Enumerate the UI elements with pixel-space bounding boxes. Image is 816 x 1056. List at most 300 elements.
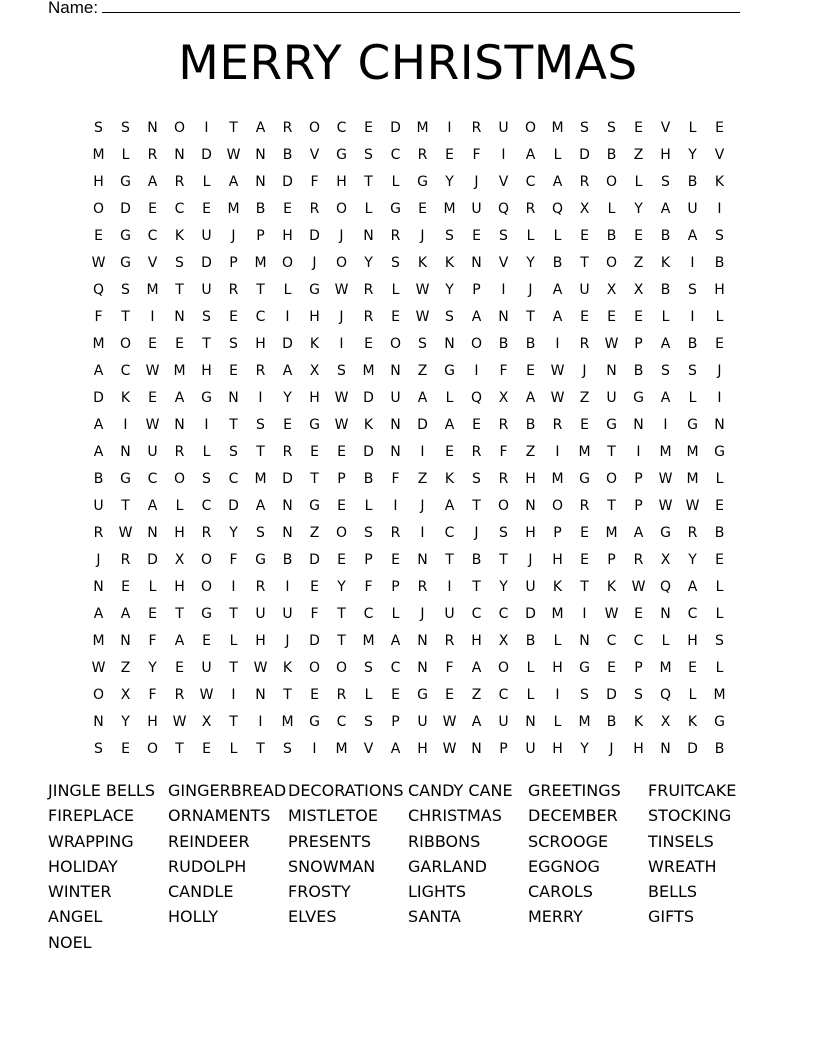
grid-letter[interactable]: D [201, 146, 212, 163]
grid-letter[interactable]: G [579, 659, 590, 676]
grid-letter[interactable]: G [660, 524, 671, 541]
grid-letter[interactable]: T [229, 659, 238, 676]
grid-letter[interactable]: N [120, 632, 131, 649]
grid-letter[interactable]: A [660, 200, 671, 217]
grid-letter[interactable]: Y [445, 173, 454, 190]
grid-letter[interactable]: W [658, 470, 673, 487]
grid-letter[interactable]: X [633, 281, 644, 298]
grid-letter[interactable]: I [636, 443, 641, 460]
grid-letter[interactable]: N [93, 578, 104, 595]
grid-letter[interactable]: W [415, 308, 430, 325]
grid-letter[interactable]: I [690, 254, 695, 271]
grid-letter[interactable]: D [579, 146, 590, 163]
grid-letter[interactable]: U [417, 713, 428, 730]
grid-letter[interactable]: S [364, 713, 373, 730]
grid-letter[interactable]: M [416, 119, 429, 136]
grid-letter[interactable]: K [687, 713, 698, 730]
grid-letter[interactable]: I [501, 146, 506, 163]
grid-letter[interactable]: E [94, 227, 103, 244]
grid-letter[interactable]: Z [579, 389, 590, 406]
grid-letter[interactable]: J [420, 605, 425, 622]
grid-letter[interactable]: N [417, 659, 428, 676]
grid-letter[interactable]: B [363, 470, 374, 487]
grid-letter[interactable]: E [202, 740, 211, 757]
grid-letter[interactable]: H [552, 551, 563, 568]
grid-letter[interactable]: L [661, 308, 670, 325]
grid-letter[interactable]: K [444, 254, 455, 271]
grid-letter[interactable]: T [580, 254, 589, 271]
grid-letter[interactable]: M [551, 605, 564, 622]
grid-letter[interactable]: I [663, 416, 668, 433]
grid-letter[interactable]: M [578, 713, 591, 730]
grid-letter[interactable]: A [687, 227, 698, 244]
grid-letter[interactable]: N [174, 308, 185, 325]
grid-letter[interactable]: U [579, 281, 590, 298]
grid-letter[interactable]: B [714, 254, 725, 271]
grid-letter[interactable]: I [555, 443, 560, 460]
grid-letter[interactable]: F [499, 362, 508, 379]
grid-letter[interactable]: R [579, 335, 590, 352]
grid-letter[interactable]: B [93, 470, 104, 487]
grid-letter[interactable]: A [147, 497, 158, 514]
grid-letter[interactable]: E [634, 605, 643, 622]
grid-letter[interactable]: D [525, 605, 536, 622]
grid-letter[interactable]: J [420, 227, 425, 244]
grid-letter[interactable]: P [337, 470, 346, 487]
grid-letter[interactable]: N [228, 389, 239, 406]
grid-letter[interactable]: E [472, 227, 481, 244]
grid-letter[interactable]: T [283, 686, 292, 703]
grid-letter[interactable]: I [582, 605, 587, 622]
grid-letter[interactable]: H [552, 659, 563, 676]
grid-letter[interactable]: H [417, 740, 428, 757]
grid-letter[interactable]: W [91, 254, 106, 271]
grid-letter[interactable]: L [148, 578, 157, 595]
grid-letter[interactable]: E [634, 227, 643, 244]
grid-letter[interactable]: O [524, 119, 537, 136]
grid-letter[interactable]: S [391, 254, 400, 271]
grid-letter[interactable]: S [445, 308, 454, 325]
grid-letter[interactable]: Z [120, 659, 131, 676]
grid-letter[interactable]: L [391, 281, 400, 298]
grid-letter[interactable]: S [229, 443, 238, 460]
grid-letter[interactable]: B [606, 227, 617, 244]
grid-letter[interactable]: W [334, 416, 349, 433]
grid-letter[interactable]: E [607, 308, 616, 325]
grid-letter[interactable]: Z [417, 470, 428, 487]
grid-letter[interactable]: I [204, 119, 209, 136]
grid-letter[interactable]: R [390, 524, 401, 541]
grid-letter[interactable]: L [688, 389, 697, 406]
grid-letter[interactable]: M [686, 443, 699, 460]
grid-letter[interactable]: N [417, 632, 428, 649]
grid-letter[interactable]: A [147, 173, 158, 190]
grid-letter[interactable]: R [390, 227, 401, 244]
grid-letter[interactable]: E [148, 605, 157, 622]
grid-letter[interactable]: A [255, 119, 266, 136]
grid-letter[interactable]: B [282, 551, 293, 568]
grid-letter[interactable]: T [580, 578, 589, 595]
grid-letter[interactable]: D [417, 416, 428, 433]
grid-letter[interactable]: Z [309, 524, 320, 541]
grid-letter[interactable]: P [499, 740, 508, 757]
grid-letter[interactable]: P [634, 497, 643, 514]
grid-letter[interactable]: A [660, 389, 671, 406]
grid-letter[interactable]: C [498, 605, 509, 622]
grid-letter[interactable]: I [285, 308, 290, 325]
grid-letter[interactable]: V [498, 254, 509, 271]
grid-letter[interactable]: U [201, 227, 212, 244]
grid-letter[interactable]: N [120, 443, 131, 460]
grid-letter[interactable]: E [580, 227, 589, 244]
grid-letter[interactable]: U [255, 605, 266, 622]
grid-letter[interactable]: Q [551, 200, 564, 217]
grid-letter[interactable]: I [258, 713, 263, 730]
grid-letter[interactable]: M [713, 686, 726, 703]
grid-letter[interactable]: O [308, 119, 321, 136]
grid-letter[interactable]: D [606, 686, 617, 703]
grid-letter[interactable]: U [390, 389, 401, 406]
grid-letter[interactable]: A [174, 389, 185, 406]
grid-letter[interactable]: S [715, 632, 724, 649]
grid-letter[interactable]: B [525, 335, 536, 352]
grid-letter[interactable]: A [687, 578, 698, 595]
grid-letter[interactable]: I [204, 416, 209, 433]
grid-letter[interactable]: T [121, 497, 130, 514]
grid-letter[interactable]: S [175, 254, 184, 271]
grid-letter[interactable]: E [337, 497, 346, 514]
grid-letter[interactable]: G [201, 389, 212, 406]
grid-letter[interactable]: P [229, 254, 238, 271]
grid-letter[interactable]: E [715, 551, 724, 568]
grid-letter[interactable]: G [714, 443, 725, 460]
grid-letter[interactable]: R [255, 362, 266, 379]
grid-letter[interactable]: Q [659, 578, 672, 595]
grid-letter[interactable]: O [605, 173, 618, 190]
grid-letter[interactable]: R [120, 551, 131, 568]
grid-letter[interactable]: G [309, 497, 320, 514]
grid-letter[interactable]: T [526, 308, 535, 325]
grid-letter[interactable]: V [714, 146, 725, 163]
grid-letter[interactable]: C [228, 470, 239, 487]
grid-letter[interactable]: O [146, 740, 159, 757]
grid-letter[interactable]: P [256, 227, 265, 244]
grid-letter[interactable]: J [312, 254, 317, 271]
grid-letter[interactable]: A [417, 389, 428, 406]
grid-letter[interactable]: N [714, 416, 725, 433]
grid-letter[interactable]: W [631, 578, 646, 595]
grid-letter[interactable]: R [579, 497, 590, 514]
grid-letter[interactable]: W [118, 524, 133, 541]
grid-letter[interactable]: S [283, 740, 292, 757]
grid-letter[interactable]: W [199, 686, 214, 703]
grid-letter[interactable]: G [120, 227, 131, 244]
grid-letter[interactable]: E [634, 308, 643, 325]
grid-letter[interactable]: W [91, 659, 106, 676]
grid-letter[interactable]: S [337, 362, 346, 379]
grid-letter[interactable]: C [390, 659, 401, 676]
grid-letter[interactable]: E [445, 443, 454, 460]
grid-letter[interactable]: E [229, 308, 238, 325]
grid-letter[interactable]: R [174, 686, 185, 703]
grid-letter[interactable]: H [147, 713, 158, 730]
grid-letter[interactable]: O [335, 254, 348, 271]
grid-letter[interactable]: B [471, 551, 482, 568]
grid-letter[interactable]: L [688, 686, 697, 703]
grid-letter[interactable]: W [550, 389, 565, 406]
grid-letter[interactable]: C [525, 173, 536, 190]
grid-letter[interactable]: M [659, 443, 672, 460]
grid-letter[interactable]: R [552, 416, 563, 433]
grid-letter[interactable]: T [337, 605, 346, 622]
grid-letter[interactable]: L [661, 632, 670, 649]
grid-letter[interactable]: N [444, 335, 455, 352]
grid-letter[interactable]: H [309, 389, 320, 406]
grid-letter[interactable]: W [253, 659, 268, 676]
grid-letter[interactable]: G [417, 173, 428, 190]
grid-letter[interactable]: E [391, 551, 400, 568]
grid-letter[interactable]: C [444, 524, 455, 541]
grid-letter[interactable]: R [498, 470, 509, 487]
grid-letter[interactable]: C [147, 227, 158, 244]
grid-letter[interactable]: M [92, 146, 105, 163]
grid-letter[interactable]: Y [580, 740, 589, 757]
grid-letter[interactable]: S [121, 119, 130, 136]
grid-letter[interactable]: R [309, 200, 320, 217]
grid-letter[interactable]: E [283, 416, 292, 433]
grid-letter[interactable]: U [282, 605, 293, 622]
grid-letter[interactable]: E [715, 119, 724, 136]
grid-letter[interactable]: K [660, 254, 671, 271]
grid-letter[interactable]: A [93, 605, 104, 622]
grid-letter[interactable]: U [201, 281, 212, 298]
grid-letter[interactable]: X [120, 686, 131, 703]
grid-letter[interactable]: G [390, 200, 401, 217]
grid-letter[interactable]: J [474, 524, 479, 541]
grid-letter[interactable]: E [580, 524, 589, 541]
grid-letter[interactable]: O [92, 200, 105, 217]
grid-letter[interactable]: E [472, 416, 481, 433]
grid-letter[interactable]: S [445, 227, 454, 244]
grid-letter[interactable]: N [390, 443, 401, 460]
grid-letter[interactable]: I [555, 335, 560, 352]
grid-letter[interactable]: F [364, 578, 373, 595]
grid-letter[interactable]: J [717, 362, 722, 379]
grid-letter[interactable]: R [201, 524, 212, 541]
grid-letter[interactable]: I [717, 389, 722, 406]
grid-letter[interactable]: S [229, 335, 238, 352]
grid-letter[interactable]: T [229, 605, 238, 622]
grid-letter[interactable]: M [605, 524, 618, 541]
grid-letter[interactable]: J [339, 227, 344, 244]
grid-letter[interactable]: L [553, 713, 562, 730]
grid-letter[interactable]: W [145, 416, 160, 433]
grid-letter[interactable]: F [310, 173, 319, 190]
grid-letter[interactable]: T [202, 335, 211, 352]
grid-letter[interactable]: J [96, 551, 101, 568]
grid-letter[interactable]: A [525, 389, 536, 406]
grid-letter[interactable]: X [579, 200, 590, 217]
grid-letter[interactable]: E [364, 335, 373, 352]
grid-letter[interactable]: V [363, 740, 374, 757]
grid-letter[interactable]: R [228, 281, 239, 298]
grid-letter[interactable]: I [393, 497, 398, 514]
grid-letter[interactable]: C [336, 119, 347, 136]
grid-letter[interactable]: R [93, 524, 104, 541]
grid-letter[interactable]: J [231, 227, 236, 244]
grid-letter[interactable]: F [445, 659, 454, 676]
grid-letter[interactable]: S [364, 524, 373, 541]
grid-letter[interactable]: S [202, 470, 211, 487]
grid-letter[interactable]: F [229, 551, 238, 568]
grid-letter[interactable]: H [309, 308, 320, 325]
grid-letter[interactable]: G [120, 254, 131, 271]
grid-letter[interactable]: I [690, 308, 695, 325]
grid-letter[interactable]: E [391, 308, 400, 325]
grid-letter[interactable]: E [310, 443, 319, 460]
grid-letter[interactable]: Z [471, 686, 482, 703]
grid-letter[interactable]: W [604, 605, 619, 622]
grid-letter[interactable]: U [687, 200, 698, 217]
grid-letter[interactable]: S [202, 308, 211, 325]
grid-letter[interactable]: G [309, 713, 320, 730]
grid-letter[interactable]: G [714, 713, 725, 730]
grid-letter[interactable]: B [714, 740, 725, 757]
grid-letter[interactable]: I [447, 578, 452, 595]
grid-letter[interactable]: O [92, 686, 105, 703]
grid-letter[interactable]: H [633, 740, 644, 757]
grid-letter[interactable]: Z [525, 443, 536, 460]
grid-letter[interactable]: X [309, 362, 320, 379]
grid-letter[interactable]: J [339, 308, 344, 325]
grid-letter[interactable]: N [174, 146, 185, 163]
grid-letter[interactable]: E [175, 335, 184, 352]
grid-letter[interactable]: M [686, 470, 699, 487]
grid-letter[interactable]: E [364, 119, 373, 136]
grid-letter[interactable]: U [525, 578, 536, 595]
grid-letter[interactable]: S [418, 335, 427, 352]
grid-letter[interactable]: B [606, 146, 617, 163]
grid-letter[interactable]: M [173, 362, 186, 379]
grid-letter[interactable]: I [258, 389, 263, 406]
grid-letter[interactable]: M [92, 335, 105, 352]
grid-letter[interactable]: L [391, 173, 400, 190]
grid-letter[interactable]: E [445, 146, 454, 163]
grid-letter[interactable]: P [364, 551, 373, 568]
grid-letter[interactable]: M [443, 200, 456, 217]
grid-letter[interactable]: B [687, 173, 698, 190]
grid-letter[interactable]: T [175, 605, 184, 622]
grid-letter[interactable]: S [499, 227, 508, 244]
grid-letter[interactable]: X [660, 713, 671, 730]
grid-letter[interactable]: L [364, 686, 373, 703]
grid-letter[interactable]: E [418, 200, 427, 217]
grid-letter[interactable]: L [364, 497, 373, 514]
grid-letter[interactable]: W [415, 281, 430, 298]
grid-letter[interactable]: E [202, 632, 211, 649]
grid-letter[interactable]: K [633, 713, 644, 730]
grid-letter[interactable]: O [335, 200, 348, 217]
grid-letter[interactable]: F [391, 470, 400, 487]
grid-letter[interactable]: L [607, 200, 616, 217]
grid-letter[interactable]: L [688, 119, 697, 136]
grid-letter[interactable]: D [363, 443, 374, 460]
grid-letter[interactable]: T [364, 173, 373, 190]
grid-letter[interactable]: E [634, 119, 643, 136]
grid-letter[interactable]: Y [499, 578, 508, 595]
grid-letter[interactable]: A [390, 740, 401, 757]
grid-letter[interactable]: G [336, 146, 347, 163]
grid-letter[interactable]: N [660, 605, 671, 622]
grid-letter[interactable]: H [282, 227, 293, 244]
grid-letter[interactable]: W [334, 389, 349, 406]
grid-letter[interactable]: Q [659, 686, 672, 703]
grid-letter[interactable]: V [498, 173, 509, 190]
grid-letter[interactable]: U [471, 200, 482, 217]
grid-letter[interactable]: J [609, 740, 614, 757]
grid-letter[interactable]: L [553, 632, 562, 649]
name-blank-line[interactable] [102, 0, 740, 13]
grid-letter[interactable]: W [172, 713, 187, 730]
grid-letter[interactable]: B [606, 713, 617, 730]
grid-letter[interactable]: P [472, 281, 481, 298]
grid-letter[interactable]: P [634, 659, 643, 676]
grid-letter[interactable]: N [390, 416, 401, 433]
grid-letter[interactable]: S [94, 740, 103, 757]
grid-letter[interactable]: N [633, 416, 644, 433]
grid-letter[interactable]: N [471, 254, 482, 271]
grid-letter[interactable]: H [525, 470, 536, 487]
grid-letter[interactable]: R [363, 281, 374, 298]
grid-letter[interactable]: K [174, 227, 185, 244]
grid-letter[interactable]: A [471, 713, 482, 730]
grid-letter[interactable]: O [119, 335, 132, 352]
grid-letter[interactable]: E [715, 497, 724, 514]
grid-letter[interactable]: G [606, 416, 617, 433]
grid-letter[interactable]: W [334, 281, 349, 298]
grid-letter[interactable]: Y [283, 389, 292, 406]
grid-letter[interactable]: R [336, 686, 347, 703]
grid-letter[interactable]: S [715, 227, 724, 244]
grid-letter[interactable]: T [256, 281, 265, 298]
grid-letter[interactable]: A [552, 308, 563, 325]
grid-letter[interactable]: K [552, 578, 563, 595]
grid-letter[interactable]: S [256, 524, 265, 541]
grid-letter[interactable]: H [336, 173, 347, 190]
grid-letter[interactable]: E [580, 308, 589, 325]
grid-letter[interactable]: T [499, 551, 508, 568]
grid-letter[interactable]: S [688, 281, 697, 298]
grid-letter[interactable]: L [364, 200, 373, 217]
grid-letter[interactable]: I [150, 308, 155, 325]
grid-letter[interactable]: S [364, 146, 373, 163]
grid-letter[interactable]: E [229, 362, 238, 379]
grid-letter[interactable]: X [498, 389, 509, 406]
grid-letter[interactable]: R [471, 443, 482, 460]
grid-letter[interactable]: W [658, 497, 673, 514]
grid-letter[interactable]: G [444, 362, 455, 379]
grid-letter[interactable]: A [228, 173, 239, 190]
grid-letter[interactable]: S [688, 362, 697, 379]
grid-letter[interactable]: O [335, 659, 348, 676]
grid-letter[interactable]: K [120, 389, 131, 406]
grid-letter[interactable]: B [525, 632, 536, 649]
grid-letter[interactable]: E [445, 686, 454, 703]
grid-letter[interactable]: H [714, 281, 725, 298]
grid-letter[interactable]: G [633, 389, 644, 406]
grid-letter[interactable]: I [312, 740, 317, 757]
grid-letter[interactable]: C [174, 200, 185, 217]
